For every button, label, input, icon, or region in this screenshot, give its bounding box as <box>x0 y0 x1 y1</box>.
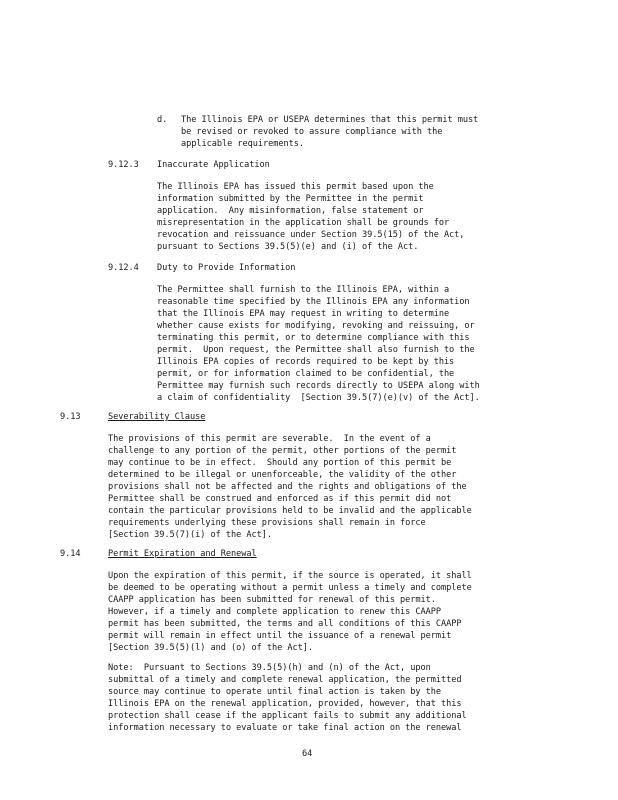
section-heading: Permit Expiration and Renewal <box>108 549 257 559</box>
section-heading: Severability Clause <box>108 412 206 422</box>
text-line: The Permittee shall furnish to the Illinois EPA, within a <box>157 285 450 295</box>
text-line: Note: Pursuant to Sections 39.5(5)(h) and (n) of the Act, upon <box>108 663 431 673</box>
text-line: permit. Upon request, the Permittee shall also furnish to the <box>157 345 475 355</box>
text-line: a claim of confidentiality [Section 39.5(7)(e)(v) of the Act]. <box>157 393 480 403</box>
section-number: 9.12.4 <box>108 263 139 273</box>
text-line: Upon the expiration of this permit, if the source is operated, it shall <box>108 571 472 581</box>
text-line: applicable requirements. <box>181 139 304 149</box>
text-line: Illinois EPA copies of records required to be kept by this <box>157 357 455 367</box>
text-line: revocation and reissuance under Section 39.5(15) of the Act, <box>157 230 465 240</box>
text-line: be revised or revoked to assure compliance with the <box>181 127 443 137</box>
text-line: pursuant to Sections 39.5(5)(e) and (i) of the Act. <box>157 242 419 252</box>
text-line: whether cause exists for modifying, revoking and reissuing, or <box>157 321 475 331</box>
text-line: [Section 39.5(5)(l) and (o) of the Act]. <box>108 643 313 653</box>
text-line: permit, or for information claimed to be confidential, the <box>157 369 455 379</box>
text-line: protection shall cease if the applicant fails to submit any additional <box>108 711 467 721</box>
section-number: 9.14 <box>60 549 81 559</box>
text-line: be deemed to be operating without a permit unless a timely and complete <box>108 583 472 593</box>
text-line: information necessary to evaluate or take final action on the renewal <box>108 723 462 733</box>
section-number: 9.12.3 <box>108 160 139 170</box>
text-line: terminating this permit, or to determine compliance with this <box>157 333 470 343</box>
section-heading: Inaccurate Application <box>157 160 270 170</box>
text-line: The Illinois EPA or USEPA determines that this permit must <box>181 115 479 125</box>
text-line: requirements underlying these provisions shall remain in force <box>108 518 426 528</box>
text-line: Permittee shall be construed and enforced as if this permit did not <box>108 494 452 504</box>
text-line: permit will remain in effect until the issuance of a renewal permit <box>108 631 452 641</box>
text-line: source may continue to operate until final action is taken by the <box>108 687 442 697</box>
text-line: determined to be illegal or unenforceable, the validity of the other <box>108 470 457 480</box>
text-line: Illinois EPA on the renewal application, provided, however, that this <box>108 699 462 709</box>
text-line: misrepresentation in the application shall be grounds for <box>157 218 450 228</box>
section-heading: Duty to Provide Information <box>157 263 296 273</box>
text-line: permit has been submitted, the terms and all conditions of this CAAPP <box>108 619 462 629</box>
text-line: CAAPP application has been submitted for renewal of this permit. <box>108 595 436 605</box>
text-line: The Illinois EPA has issued this permit based upon the <box>157 182 434 192</box>
page-number: 64 <box>302 749 313 759</box>
text-line: application. Any misinformation, false statement or <box>157 206 424 216</box>
text-line: submittal of a timely and complete renewal application, the permitted <box>108 675 462 685</box>
text-line: Permittee may furnish such records directly to USEPA along with <box>157 381 480 391</box>
text-line: challenge to any portion of the permit, other portions of the permit <box>108 446 457 456</box>
text-line: [Section 39.5(7)(i) of the Act]. <box>108 530 272 540</box>
text-line: may continue to be in effect. Should any portion of this permit be <box>108 458 452 468</box>
text-line: information submitted by the Permittee in the permit <box>157 194 424 204</box>
text-line: that the Illinois EPA may request in writing to determine <box>157 309 450 319</box>
text-line: reasonable time specified by the Illinois EPA any information <box>157 297 470 307</box>
text-line: The provisions of this permit are severable. In the event of a <box>108 434 431 444</box>
section-number: 9.13 <box>60 412 81 422</box>
text-line: provisions shall not be affected and the rights and obligations of the <box>108 482 467 492</box>
text-line: contain the particular provisions held to be invalid and the applicable <box>108 506 472 516</box>
list-marker-d: d. <box>157 115 168 125</box>
text-line: However, if a timely and complete application to renew this CAAPP <box>108 607 442 617</box>
